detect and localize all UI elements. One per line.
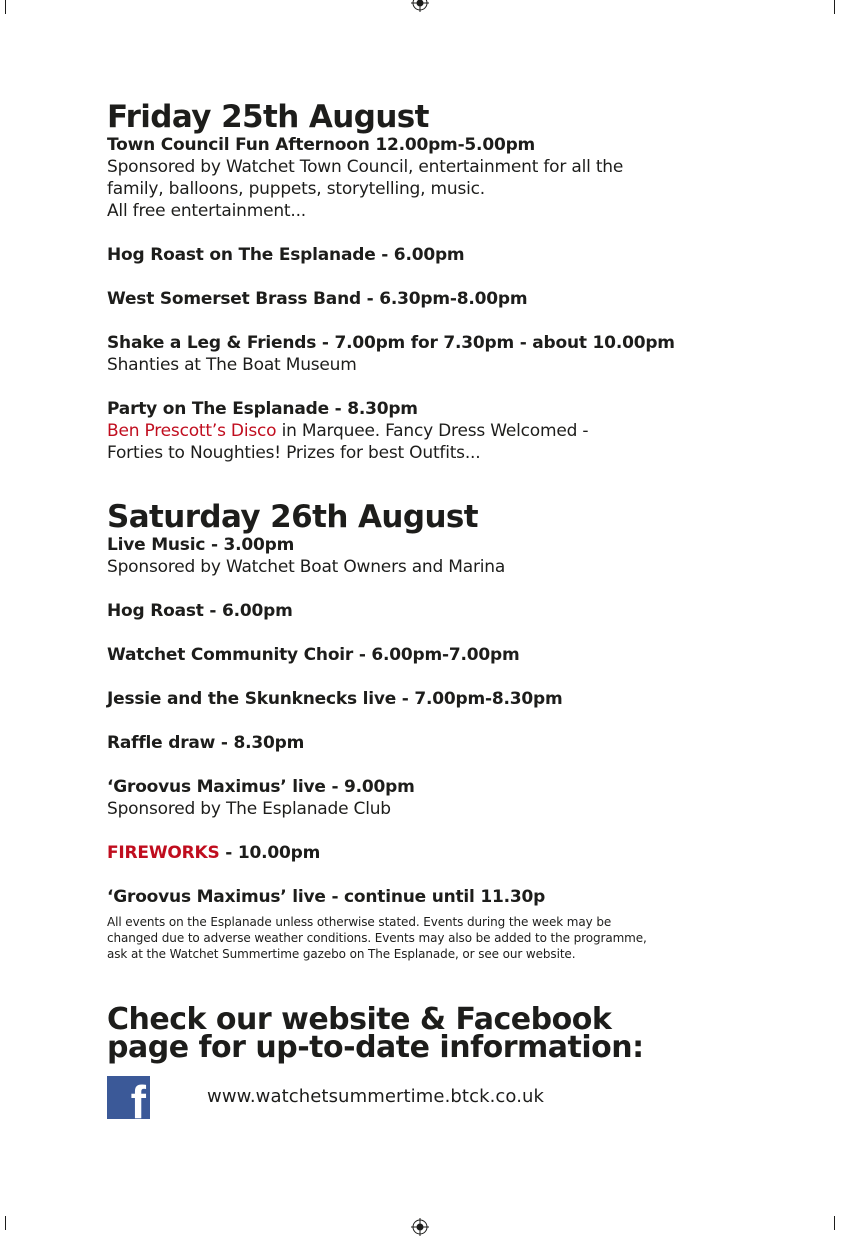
event-item xyxy=(107,534,787,578)
event-item xyxy=(107,244,787,266)
event-title: Raffle draw - 8.30pm xyxy=(107,733,305,753)
event-item xyxy=(107,288,787,310)
event-item xyxy=(107,600,787,622)
event-item xyxy=(107,776,787,820)
event-description: Sponsored by Watchet Town Council, entertainment for all the xyxy=(107,157,624,177)
fireworks-highlight: FIREWORKS xyxy=(107,843,220,863)
footnote-line: All events on the Esplanade unless otherwise stated. Events during the week may be xyxy=(107,915,612,929)
event-description: Sponsored by Watchet Boat Owners and Marina xyxy=(107,557,506,577)
event-title xyxy=(107,842,787,864)
event-title: Town Council Fun Afternoon 12.00pm-5.00pm xyxy=(107,135,536,155)
event-title: Live Music - 3.00pm xyxy=(107,535,295,555)
event-description-text: in Marquee. Fancy Dress Welcomed - xyxy=(276,421,589,441)
crop-mark-bottom-left xyxy=(5,1216,6,1230)
event-description: All free entertainment... xyxy=(107,201,307,221)
callout-line: page for up-to-date information: xyxy=(107,1030,644,1065)
event-description: Shanties at The Boat Museum xyxy=(107,355,357,375)
event-title: ‘Groovus Maximus’ live - continue until 11.30p xyxy=(107,887,546,907)
event-title: Shake a Leg & Friends - 7.00pm for 7.30pm - about 10.00pm xyxy=(107,333,675,353)
event-description xyxy=(107,420,787,442)
event-title: Hog Roast - 6.00pm xyxy=(107,601,293,621)
callout-line: Check our website & Facebook xyxy=(107,1002,612,1037)
disco-highlight: Ben Prescott’s Disco xyxy=(107,421,277,441)
event-title: Watchet Community Choir - 6.00pm-7.00pm xyxy=(107,645,520,665)
website-callout-heading xyxy=(107,1002,807,1065)
footnote-line: ask at the Watchet Summertime gazebo on The Esplanade, or see our website. xyxy=(107,947,576,961)
event-description: family, balloons, puppets, storytelling, music. xyxy=(107,179,486,199)
day-section-friday xyxy=(107,100,787,464)
facebook-glyph: f xyxy=(130,1076,146,1119)
event-item xyxy=(107,644,787,666)
facebook-icon[interactable] xyxy=(107,1076,150,1119)
registration-mark-icon xyxy=(411,1218,429,1236)
event-item xyxy=(107,332,787,376)
event-title-text: - 10.00pm xyxy=(219,843,321,863)
event-title: Jessie and the Skunknecks live - 7.00pm-8.30pm xyxy=(107,689,563,709)
footnote xyxy=(107,914,777,962)
event-item xyxy=(107,886,787,908)
event-item xyxy=(107,134,787,222)
crop-mark-top-left xyxy=(5,0,6,14)
event-title: West Somerset Brass Band - 6.30pm-8.00pm xyxy=(107,289,528,309)
website-link[interactable]: www.watchetsummertime.btck.co.uk xyxy=(207,1086,545,1107)
day-heading: Friday 25th August xyxy=(107,99,429,135)
day-section-saturday xyxy=(107,500,787,908)
event-title: ‘Groovus Maximus’ live - 9.00pm xyxy=(107,777,415,797)
event-title: Hog Roast on The Esplanade - 6.00pm xyxy=(107,245,465,265)
footnote-line: changed due to adverse weather conditions. Events may also be added to the programme, xyxy=(107,931,647,945)
event-description: Sponsored by The Esplanade Club xyxy=(107,799,391,819)
event-item xyxy=(107,732,787,754)
event-description: Forties to Noughties! Prizes for best Outfits... xyxy=(107,443,481,463)
section-spacer xyxy=(107,464,787,500)
event-item xyxy=(107,842,787,864)
crop-mark-top-right xyxy=(834,0,835,14)
day-heading: Saturday 26th August xyxy=(107,499,478,535)
event-title: Party on The Esplanade - 8.30pm xyxy=(107,399,418,419)
event-item xyxy=(107,398,787,464)
event-item xyxy=(107,688,787,710)
programme xyxy=(107,100,787,962)
crop-mark-bottom-right xyxy=(834,1216,835,1230)
registration-mark-icon xyxy=(411,0,429,12)
